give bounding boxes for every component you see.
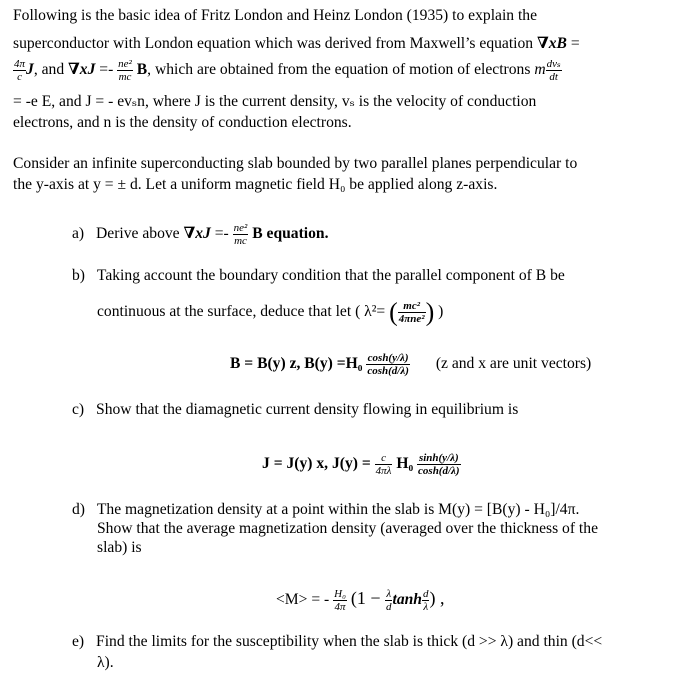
intro-line-4: = -e E, and J = - evₛn, where J is the current density, vₛ is the velocity of conduction: [13, 93, 537, 110]
part-a-label: a): [72, 225, 85, 243]
fraction-ne2-over-mc: $\frac{\text{ne²}}{mc}$: [118, 58, 132, 83]
fraction-sinh-cosh: $\frac{\sinh(y/\lambda)}{\cosh(d/\lambda)}$: [418, 452, 460, 477]
part-d-line-2: Show that the average magnetization density (averaged over the thickness of the: [97, 520, 598, 537]
setup-line-1: Consider an infinite superconducting slab bounded by two parallel planes perpendicular to: [13, 155, 578, 172]
part-d-equation: <M> = - $\frac{\text{H₀}}{4\pi}$ (1 − $\frac{\lambda}{d}$ tanh $\frac{d}{\lambda}$ ) ,: [276, 588, 445, 613]
intro-line-3: $\frac{4\pi}{c}$ J, and ∇xJ =- $\frac{\text{ne²}}{mc}$ B, which are obtained from the equation of motion of electrons m $\frac{\text{dvₛ}}{dt}$: [14, 58, 561, 83]
unit-vectors-note: (z and x are unit vectors): [435, 355, 592, 373]
part-c-line-1: c) Show that the diamagnetic current density flowing in equilibrium is: [72, 401, 519, 418]
intro-line-2: superconductor with London equation which was derived from Maxwell’s equation ∇xB =: [13, 35, 580, 52]
part-e-line-2: λ).: [97, 654, 114, 671]
fraction-4pi-over-c: $\frac{4\pi}{c}$: [14, 58, 26, 83]
curl-j-expr: ∇xJ: [68, 61, 96, 79]
part-d-line-1: d) The magnetization density at a point within the slab is M(y) = [B(y) - H₀]/4π.: [72, 501, 580, 518]
part-b-label: b): [72, 267, 85, 284]
fraction-h0-over-4pi: $\frac{\text{H₀}}{4\pi}$: [334, 588, 346, 613]
part-e-label: e): [72, 633, 85, 650]
part-b-equation: B = B(y) z, B(y) =H₀ $\frac{\cosh(y/\lambda)}{\cosh(d/\lambda)}$ (z and x are unit vectors): [230, 352, 592, 377]
part-e-line-1: e) Find the limits for the susceptibility when the slab is thick (d >> λ) and thin (d<<: [72, 633, 603, 650]
part-c-equation: J = J(y) x, J(y) = $\frac{c}{4\pi\lambda}$ H₀ $\frac{\sinh(y/\lambda)}{\cosh(d/\lambda)}$: [262, 452, 460, 477]
fraction-dv-over-dt: $\frac{\text{dvₛ}}{dt}$: [546, 58, 561, 83]
fraction-lambda-squared: $\frac{\text{mc²}}{\text{4πne²}}$: [398, 300, 425, 325]
part-d-label: d): [72, 501, 85, 518]
curl-b-expr: ∇xB: [537, 35, 567, 52]
part-b-line-2: continuous at the surface, deduce that let ( λ²= ( $\frac{\text{mc²}}{\text{4πne²}}$ ) ): [97, 297, 444, 327]
part-d-line-3: slab) is: [97, 539, 142, 556]
part-c-label: c): [72, 401, 85, 418]
fraction-d-over-lambda: $\frac{d}{\lambda}$: [422, 588, 429, 613]
fraction-a-ne2-over-mc: $\frac{\text{ne²}}{mc}$: [233, 222, 248, 247]
part-a: a) Derive above ∇xJ =- $\frac{\text{ne²}}{mc}$ B equation.: [72, 222, 329, 247]
fraction-lambda-over-d: $\frac{\lambda}{d}$: [385, 588, 392, 613]
fraction-cosh-ratio: $\frac{\cosh(y/\lambda)}{\cosh(d/\lambda)}$: [367, 352, 409, 377]
intro-line-5: electrons, and n is the density of conduction electrons.: [13, 114, 352, 131]
setup-line-2: the y-axis at y = ± d. Let a uniform magnetic field H₀ be applied along z-axis.: [13, 176, 498, 193]
fraction-c-over-4pi-lambda: $\frac{c}{4\pi\lambda}$: [375, 452, 392, 477]
part-b-line-1: b) Taking account the boundary condition that the parallel component of B be: [72, 267, 565, 284]
intro-line-1: Following is the basic idea of Fritz London and Heinz London (1935) to explain the: [13, 7, 538, 24]
